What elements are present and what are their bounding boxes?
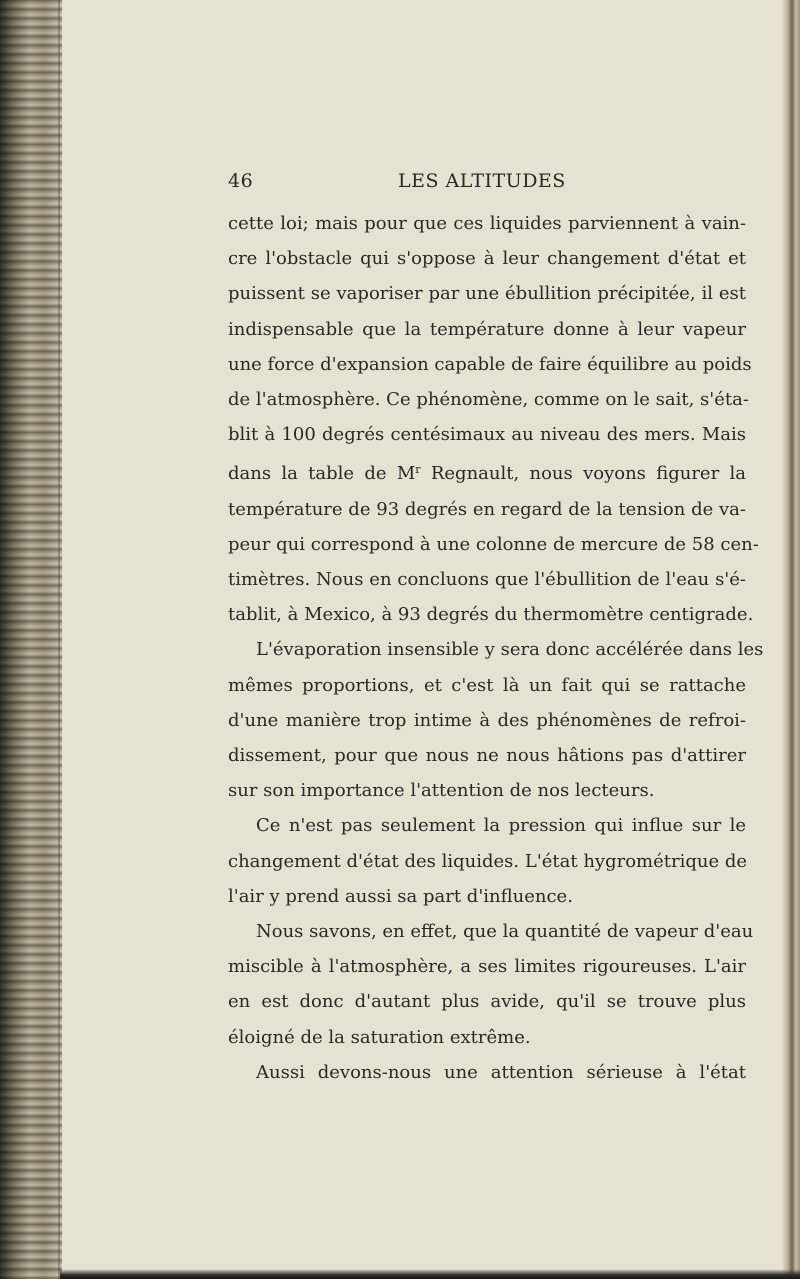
text-line: sur son importance l'attention de nos lecteurs.	[228, 780, 655, 802]
text-line-with-superscript	[228, 452, 746, 491]
text-line: puissent se vaporiser par une ébullition précipitée, il est	[228, 283, 746, 305]
book-gutter	[0, 0, 62, 1279]
page-right-edge	[782, 0, 800, 1279]
text-line: éloigné de la saturation extrême.	[228, 1026, 531, 1048]
text-fragment: Regnault, nous voyons figurer la	[420, 463, 746, 485]
running-title: LES ALTITUDES	[398, 170, 566, 192]
text-line: dissement, pour que nous ne nous hâtions pas d'attirer	[228, 745, 746, 767]
text-line: peur qui correspond à une colonne de mercure de 58 cen-	[228, 533, 759, 555]
text-line: indispensable que la température donne à leur vapeur	[228, 318, 746, 340]
text-line: d'une manière trop intime à des phénomènes de refroi-	[228, 709, 746, 731]
text-fragment: dans la table de M	[228, 463, 416, 485]
running-header	[228, 168, 746, 198]
text-line: cette loi; mais pour que ces liquides parviennent à vain-	[228, 213, 746, 234]
body-text	[228, 206, 764, 1090]
page-number: 46	[228, 170, 254, 192]
text-line: de l'atmosphère. Ce phénomène, comme on le sait, s'éta-	[228, 389, 749, 411]
text-line: L'évaporation insensible y sera donc accélérée dans les	[256, 639, 764, 661]
text-line: Nous savons, en effet, que la quantité de vapeur d'eau	[256, 921, 754, 943]
text-line: tablit, à Mexico, à 93 degrés du thermomètre centigrade.	[228, 604, 754, 626]
text-line: timètres. Nous en concluons que l'ébullition de l'eau s'é-	[228, 569, 746, 591]
text-line: blit à 100 degrés centésimaux au niveau des mers. Mais	[228, 424, 746, 446]
page-bottom-edge	[60, 1269, 800, 1279]
text-line: l'air y prend aussi sa part d'influence.	[228, 885, 573, 907]
text-line: Aussi devons-nous une attention sérieuse à l'état	[256, 1061, 746, 1083]
text-line: cre l'obstacle qui s'oppose à leur changement d'état et	[228, 248, 746, 270]
text-line: en est donc d'autant plus avide, qu'il se trouve plus	[228, 991, 746, 1013]
text-line: une force d'expansion capable de faire équilibre au poids	[228, 353, 752, 375]
superscript: r	[415, 463, 421, 477]
text-line: miscible à l'atmosphère, a ses limites rigoureuses. L'air	[228, 956, 746, 978]
text-line: Ce n'est pas seulement la pression qui influe sur le	[256, 815, 746, 837]
text-line: changement d'état des liquides. L'état hygrométrique de	[228, 850, 748, 872]
gutter-fold-line	[58, 0, 60, 1279]
page-content	[228, 168, 764, 1090]
text-line: température de 93 degrés en regard de la tension de va-	[228, 498, 746, 520]
text-line: mêmes proportions, et c'est là un fait qui se rattache	[228, 674, 746, 696]
